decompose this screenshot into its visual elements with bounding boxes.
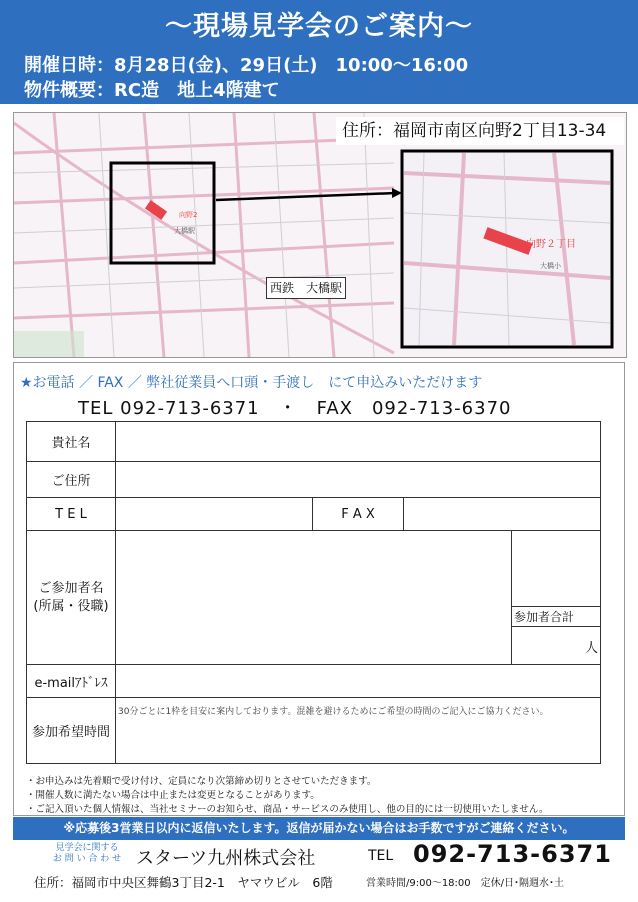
form-row	[27, 665, 601, 698]
site-address: 住所：福岡市南区向野2丁目13-34	[336, 117, 624, 145]
participant-label	[27, 531, 116, 665]
property-overview: 物件概要：RC造 地上4階建て	[24, 80, 280, 101]
map-label: 大橋小	[540, 262, 561, 270]
application-notice: ★お電話 ／ FAX ／ 弊社従業員へ口頭・手渡し にて申込みいただけます	[20, 375, 483, 391]
footnote: ・ご記入頂いた個人情報は、当社セミナーのお知らせ、商品・サービスのみ使用し、他の目的には一切使用いたしません。	[26, 804, 549, 815]
total-unit: 人	[584, 641, 598, 656]
company-label: 貴社名	[27, 422, 116, 462]
address-label: ご住所	[27, 462, 116, 498]
email-label: e-mailｱﾄﾞﾚｽ	[27, 665, 116, 698]
footnote: ・お申込みは先着順で受け付け、定員になり次第締め切りとさせていただきます。	[26, 776, 377, 787]
time-note: 30分ごとに1枠を目安に案内しております。混雑を避けるためにご希望の時間のご記入にご協力ください。	[118, 707, 549, 717]
header-banner	[0, 0, 638, 104]
address-field[interactable]	[116, 462, 601, 498]
business-hours: 営業時間/9:00〜18:00 定休/日･隔週水･土	[366, 878, 565, 889]
form-row	[27, 462, 601, 498]
map-label: 向野２丁目	[526, 239, 576, 250]
footnote: ・開催人数に満たない場合は中止または変更となることがあります。	[26, 790, 320, 801]
map-label: 向野2	[179, 211, 198, 219]
company-name: スターツ九州株式会社	[136, 848, 316, 869]
map-drawing	[14, 113, 626, 357]
inquiry-label-line: お 問 い 合 わ せ	[52, 854, 122, 864]
station-label: 西鉄 大橋駅	[266, 277, 346, 299]
email-field[interactable]	[116, 665, 601, 698]
form-row	[27, 531, 601, 607]
participant-field[interactable]	[116, 531, 512, 665]
event-datetime: 開催日時：8月28日(金)、29日(土) 10:00〜16:00	[24, 55, 469, 76]
form-row	[27, 498, 601, 531]
inquiry-label	[47, 843, 127, 865]
map-label: 大橋駅	[174, 227, 195, 235]
fax-field[interactable]	[404, 498, 601, 531]
tel-field[interactable]	[116, 498, 313, 531]
time-label: 参加希望時間	[27, 698, 116, 764]
participant-label-main: ご参加者名	[38, 580, 104, 596]
total-spacer	[512, 531, 601, 607]
tel-label: T E L	[27, 498, 116, 531]
tel-prefix: TEL	[368, 848, 394, 864]
participant-label-sub: (所属・役職)	[33, 598, 109, 614]
contact-phone[interactable]: 092-713-6371	[413, 840, 612, 868]
location-map	[13, 112, 627, 358]
reply-notice-bar: ※応募後3営業日以内に返信いたします。返信が届かない場合はお手数ですがご連絡ください。	[13, 817, 625, 840]
form-row	[27, 422, 601, 462]
fax-label: F A X	[313, 498, 404, 531]
total-cell[interactable]	[512, 607, 601, 665]
company-address: 住所：福岡市中央区舞鶴3丁目2-1 ヤマウビル 6階	[34, 875, 333, 890]
tel-fax-line: TEL 092-713-6371 ・ FAX 092-713-6370	[78, 398, 512, 419]
inquiry-label-line: 見学会に関する	[55, 843, 119, 853]
total-label: 参加者合計	[512, 607, 600, 627]
page-title: 〜現場見学会のご案内〜	[165, 11, 473, 42]
company-field[interactable]	[116, 422, 601, 462]
